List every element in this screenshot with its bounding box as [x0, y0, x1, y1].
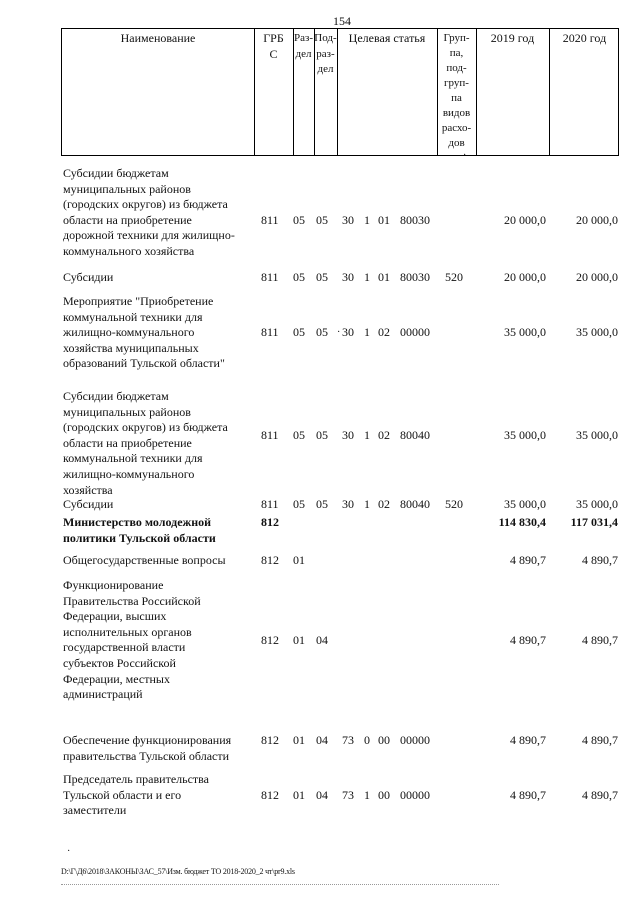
header-podrazdel: Под- раз- дел	[314, 32, 337, 75]
row-name-line: жилищно-коммунального	[63, 325, 195, 340]
row-name-line: Субсидии бюджетам	[63, 166, 169, 180]
row-name-line: коммунальной техники для	[63, 451, 203, 466]
cell-grbs: 811	[261, 497, 279, 511]
row-name-line: Субсидии бюджетам	[63, 389, 169, 403]
cell-grbs: 811	[261, 212, 279, 227]
cell-t3: 01	[378, 270, 390, 284]
row-name-line: (городских округов) из бюджета	[63, 197, 228, 212]
row-name-line: государственной власти	[63, 640, 186, 655]
cell-razdel: 05	[293, 497, 305, 511]
footer-file-path: D:\Г\Д6\2018\ЗАКОНЫ\ЗАС_57\Изм. бюджет ТО 2018-2020_2 чт\pr9.xls	[61, 867, 295, 876]
cell-y2020: 35 000,0	[576, 325, 618, 340]
cell-razdel: 01	[293, 632, 305, 647]
row-name-line: правительства Тульской области	[63, 748, 230, 763]
row-name	[63, 733, 253, 764]
cell-y2020: 117 031,4	[570, 515, 618, 529]
cell-podrazdel: 04	[316, 632, 328, 647]
cell-y2019: 35 000,0	[504, 428, 546, 442]
cell-podrazdel: 05	[316, 325, 328, 340]
cell-y2019: 4 890,7	[510, 553, 546, 567]
scan-speck: ·	[337, 327, 341, 338]
row-name-line: Субсидии	[63, 497, 114, 511]
header-grbs: ГРБ С	[263, 31, 284, 61]
row-name	[63, 515, 253, 546]
row-name-line: Председатель правительства	[63, 772, 210, 786]
cell-grbs: 812	[261, 733, 279, 747]
cell-t2: 1	[364, 325, 370, 340]
cell-podrazdel: 05	[316, 212, 328, 227]
cell-y2019: 35 000,0	[504, 325, 546, 340]
cell-razdel: 05	[293, 212, 305, 227]
cell-t4: 80030	[400, 270, 430, 284]
cell-t3: 00	[378, 787, 390, 802]
page-number: 154	[333, 14, 351, 28]
cell-y2019: 4 890,7	[510, 632, 546, 647]
cell-t4: 80040	[400, 497, 430, 511]
row-name-line: коммунальной техники для	[63, 309, 203, 324]
cell-t3: 00	[378, 733, 390, 747]
cell-vr: 520	[445, 497, 463, 511]
cell-y2019: 4 890,7	[510, 787, 546, 802]
row-name-line: хозяйства муниципальных	[63, 340, 199, 355]
cell-grbs: 812	[261, 553, 279, 567]
row-name-line: области на приобретение	[63, 435, 192, 450]
row-name-line: Тульской области и его	[63, 787, 182, 802]
header-name: Наименование	[120, 31, 196, 45]
header-2020: 2020 год	[562, 31, 607, 45]
cell-t3: 02	[378, 428, 390, 442]
cell-y2020: 20 000,0	[576, 270, 618, 284]
row-name-line: муниципальных районов	[63, 404, 191, 419]
row-name-line: коммунального хозяйства	[63, 243, 195, 258]
cell-t2: 1	[364, 212, 370, 227]
row-name-line: (городских округов) из бюджета	[63, 420, 228, 435]
cell-t2: 1	[364, 787, 370, 802]
cell-y2020: 4 890,7	[582, 733, 618, 747]
row-name	[63, 270, 253, 286]
cell-podrazdel: 05	[316, 497, 328, 511]
cell-podrazdel: 04	[316, 787, 328, 802]
row-name-line: дорожной техники для жилищно-	[63, 228, 235, 243]
cell-t1: 30	[342, 428, 354, 442]
row-name-line: субъектов Российской	[63, 655, 176, 670]
row-name	[63, 578, 253, 703]
row-name-line: жилищно-коммунального	[63, 466, 195, 481]
cell-grbs: 812	[261, 632, 279, 647]
row-name-line: муниципальных районов	[63, 181, 191, 196]
cell-t2: 1	[364, 270, 370, 284]
cell-t2: 1	[364, 428, 370, 442]
cell-t3: 02	[378, 325, 390, 340]
row-name-line: Обеспечение функционирования	[63, 733, 232, 747]
cell-podrazdel: 04	[316, 733, 328, 747]
row-name-line: Мероприятие "Приобретение	[63, 294, 214, 308]
cell-t4: 00000	[400, 733, 430, 747]
header-razdel: Раз- дел	[293, 32, 313, 60]
row-name-line: Субсидии	[63, 270, 114, 284]
cell-razdel: 05	[293, 270, 305, 284]
row-name-line: политики Тульской области	[63, 530, 216, 545]
row-name-line: Федерации, местных	[63, 671, 170, 686]
row-name-line: хозяйства	[63, 482, 113, 497]
scan-speck: ·	[67, 846, 71, 857]
row-name-line: Общегосударственные вопросы	[63, 553, 226, 567]
cell-y2019: 4 890,7	[510, 733, 546, 747]
row-name	[63, 294, 253, 372]
scan-speck: ·	[463, 150, 467, 161]
row-name-line: образований Тульской области"	[63, 356, 225, 371]
cell-grbs: 811	[261, 325, 279, 340]
cell-t1: 30	[342, 270, 354, 284]
cell-grbs: 811	[261, 428, 279, 442]
row-name-line: области на приобретение	[63, 212, 192, 227]
header-target: Целевая статья	[348, 31, 426, 45]
cell-razdel: 05	[293, 428, 305, 442]
row-name-line: заместители	[63, 803, 127, 818]
cell-podrazdel: 05	[316, 270, 328, 284]
cell-podrazdel: 05	[316, 428, 328, 442]
row-name	[63, 497, 253, 513]
row-name-line: Функционирование	[63, 578, 164, 592]
row-name-line: Министерство молодежной	[63, 515, 212, 529]
cell-y2019: 20 000,0	[504, 270, 546, 284]
cell-t1: 30	[342, 212, 354, 227]
row-name-line: Правительства Российской	[63, 593, 201, 608]
row-name	[63, 772, 253, 819]
cell-t1: 73	[342, 787, 354, 802]
cell-y2020: 4 890,7	[582, 787, 618, 802]
row-name-line: администраций	[63, 687, 143, 702]
cell-y2020: 4 890,7	[582, 632, 618, 647]
cell-razdel: 01	[293, 787, 305, 802]
cell-y2020: 35 000,0	[576, 497, 618, 511]
row-name	[63, 166, 253, 260]
cell-t2: 1	[364, 497, 370, 511]
cell-t2: 0	[364, 733, 370, 747]
cell-t1: 30	[342, 325, 354, 340]
table-header	[61, 28, 619, 156]
header-group: Груп- па, под- груп- па видов расхо- дов	[441, 32, 472, 149]
header-2019: 2019 год	[490, 31, 535, 45]
cell-t4: 00000	[400, 787, 430, 802]
cell-t3: 01	[378, 212, 390, 227]
cell-y2020: 4 890,7	[582, 553, 618, 567]
cell-grbs: 811	[261, 270, 279, 284]
column-divider	[337, 29, 338, 155]
cell-vr: 520	[445, 270, 463, 284]
cell-t4: 00000	[400, 325, 430, 340]
row-name	[63, 553, 253, 569]
cell-razdel: 05	[293, 325, 305, 340]
cell-grbs: 812	[261, 787, 279, 802]
column-divider	[549, 29, 550, 155]
cell-y2019: 20 000,0	[504, 212, 546, 227]
cell-razdel: 01	[293, 553, 305, 567]
row-name-line: Федерации, высших	[63, 609, 167, 624]
row-name	[63, 389, 253, 498]
cell-t1: 30	[342, 497, 354, 511]
row-name-line: исполнительных органов	[63, 624, 192, 639]
cell-t3: 02	[378, 497, 390, 511]
cell-y2020: 35 000,0	[576, 428, 618, 442]
cell-y2019: 114 830,4	[498, 515, 546, 529]
column-divider	[476, 29, 477, 155]
footer-rule	[61, 884, 499, 885]
cell-t1: 73	[342, 733, 354, 747]
cell-t4: 80030	[400, 212, 430, 227]
cell-y2020: 20 000,0	[576, 212, 618, 227]
cell-razdel: 01	[293, 733, 305, 747]
cell-y2019: 35 000,0	[504, 497, 546, 511]
cell-grbs: 812	[261, 515, 279, 529]
cell-t4: 80040	[400, 428, 430, 442]
